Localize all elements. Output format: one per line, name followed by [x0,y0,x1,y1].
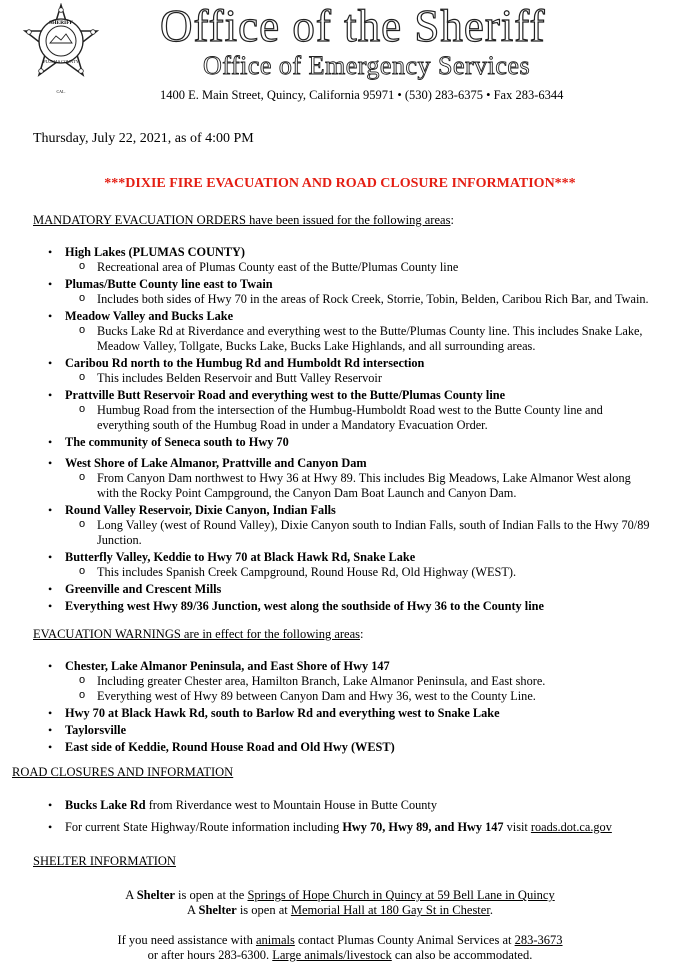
area-title: Caribou Rd north to the Humbug Rd and Humboldt Rd intersection [65,356,425,370]
area-title: Meadow Valley and Bucks Lake [65,309,234,323]
list-item [34,550,654,580]
sub-list [65,565,654,580]
area-title: Chester, Lake Almanor Peninsula, and East Shore of Hwy 147 [65,659,390,673]
area-title: Taylorsville [65,723,127,737]
area-title: West Shore of Lake Almanor, Prattville and Canyon Dam [65,456,367,470]
office-address: 1400 E. Main Street, Quincy, California 95971 • (530) 283-6375 • Fax 283-6344 [160,88,564,102]
road-heading: ROAD CLOSURES AND INFORMATION [12,765,234,779]
sub-list-item: o Humbug Road from the intersection of the Humbug-Humboldt Road west to the Butte County line and everything south of the Humbug Road in under a Mandatory Evacuation Order. [65,403,654,433]
list-item [34,723,654,738]
area-title: Prattville Butt Reservoir Road and everything west to the Butte/Plumas County line [65,388,506,402]
sheriff-star-badge-icon [20,3,102,103]
list-item [34,706,654,721]
area-title: Plumas/Butte County line east to Twain [65,277,273,291]
list-item: • Bucks Lake Rd from Riverdance west to Mountain House in Butte County [34,798,654,813]
area-title: Greenville and Crescent Mills [65,582,222,596]
mandatory-heading: MANDATORY EVACUATION ORDERS have been issued for the following areas: [33,213,454,227]
sub-list [65,471,654,501]
list-item [34,388,654,433]
sub-list-item: o Including greater Chester area, Hamilton Branch, Lake Almanor Peninsula, and East shore. [65,674,654,689]
sub-list-item: o Recreational area of Plumas County east of the Butte/Plumas County line [65,260,654,275]
road-list [34,798,654,837]
list-item [34,659,654,704]
sub-list-item: o Includes both sides of Hwy 70 in the areas of Rock Creek, Storrie, Tobin, Belden, Caribou Rich Bar, and Twain. [65,292,654,307]
sub-list-item: o Bucks Lake Rd at Riverdance and everything west to the Butte/Plumas County line. This includes Snake Lake, Meadow Valley, Tollgate, Bucks Lake, Bucks Lake Highlands, and all surrounding areas. [65,324,654,354]
area-title: Hwy 70 at Black Hawk Rd, south to Barlow Rd and everything west to Snake Lake [65,706,500,720]
list-item [34,435,654,450]
area-title: East side of Keddie, Round House Road and Old Hwy (WEST) [65,740,395,754]
sub-list [65,292,654,307]
mandatory-list [34,245,654,616]
office-title: Office of the Sheriff [160,1,546,51]
sub-list [65,260,654,275]
sub-list [65,371,654,386]
area-title: Butterfly Valley, Keddie to Hwy 70 at Black Hawk Rd, Snake Lake [65,550,416,564]
shelter-heading: SHELTER INFORMATION [33,854,176,868]
sub-list-item: o Long Valley (west of Round Valley), Dixie Canyon south to Indian Falls, south of Indian Falls to the Hwy 70/89 Junction. [65,518,654,548]
sub-list-item: o Everything west of Hwy 89 between Canyon Dam and Hwy 36, west to the County Line. [65,689,654,704]
area-title: The community of Seneca south to Hwy 70 [65,435,289,449]
office-subtitle: Office of Emergency Services [203,51,531,80]
list-item [34,356,654,386]
shelter-line-1: A Shelter is open at the Springs of Hope Church in Quincy at 59 Bell Lane in Quincy [125,888,555,902]
animal-services-phone-link[interactable]: 283-3673 [514,933,563,947]
warnings-heading: EVACUATION WARNINGS are in effect for the following areas: [33,627,364,641]
list-item: • For current State Highway/Route information including Hwy 70, Hwy 89, and Hwy 147 visit roads.dot.ca.gov [34,820,654,835]
headline: ***DIXIE FIRE EVACUATION AND ROAD CLOSURE INFORMATION*** [104,176,576,191]
roads-link[interactable]: roads.dot.ca.gov [530,820,612,834]
animals-link[interactable]: animals [255,933,295,947]
animal-line-2: or after hours 283-6300. Large animals/livestock can also be accommodated. [147,948,533,962]
list-item [34,503,654,548]
date-line: Thursday, July 22, 2021, as of 4:00 PM [33,131,254,146]
area-title: Round Valley Reservoir, Dixie Canyon, Indian Falls [65,503,336,517]
list-item [34,582,654,597]
shelter-quincy-link[interactable]: Springs of Hope Church in Quincy at 59 Bell Lane in Quincy [247,888,555,902]
animal-line-1: If you need assistance with animals contact Plumas County Animal Services at 283-3673 [117,933,563,947]
svg-text:SHERIFF: SHERIFF [49,20,73,26]
livestock-link[interactable]: Large animals/livestock [272,948,392,962]
area-title: High Lakes (PLUMAS COUNTY) [65,245,246,259]
sub-list [65,324,654,354]
sub-list [65,674,654,704]
area-title: Everything west Hwy 89/36 Junction, west along the southside of Hwy 36 to the County line [65,599,544,613]
sub-list [65,403,654,433]
svg-text:PLUMAS COUNTY: PLUMAS COUNTY [43,59,79,64]
list-item [34,309,654,354]
warnings-list [34,659,654,757]
sub-list-item: o This includes Belden Reservoir and Butt Valley Reservoir [65,371,654,386]
shelter-line-2: A Shelter is open at Memorial Hall at 180 Gay St in Chester. [187,903,493,917]
sub-list [65,518,654,548]
sub-list-item: o This includes Spanish Creek Campground, Round House Rd, Old Highway (WEST). [65,565,654,580]
sub-list-item: o From Canyon Dam northwest to Hwy 36 at Hwy 89. This includes Big Meadows, Lake Almanor West along with the Rocky Point Campground, the Canyon Dam Boat Launch and Canyon Dam. [65,471,654,501]
shelter-chester-link[interactable]: Memorial Hall at 180 Gay St in Chester [290,903,490,917]
list-item [34,740,654,755]
svg-text:CAL.: CAL. [56,89,66,94]
list-item [34,599,654,614]
list-item [34,456,654,501]
list-item [34,245,654,275]
list-item [34,277,654,307]
